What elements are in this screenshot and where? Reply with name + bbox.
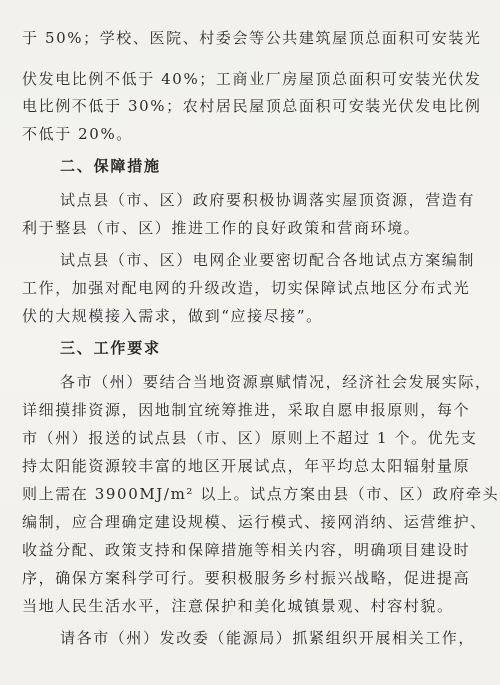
paragraph-line: 请各市（州）发改委（能源局）抓紧组织开展相关工作， bbox=[60, 629, 476, 647]
paragraph-line: 收益分配、政策支持和保障措施等相关内容，明确项目建设时 bbox=[22, 541, 471, 559]
paragraph-line: 市（州）报送的试点县（市、区）原则上不超过 1 个。优先支 bbox=[22, 429, 478, 447]
paragraph-line: 各市（州）要结合当地资源禀赋情况，经济社会发展实际， bbox=[60, 373, 492, 391]
paragraph-line: 伏的大规模接入需求，做到“应接尽接”。 bbox=[22, 307, 323, 325]
paragraph-line: 详细摸排资源，因地制宜统筹推进，采取自愿申报原则，每个 bbox=[22, 401, 471, 419]
paragraph-line: 持太阳能资源较丰富的地区开展试点，年平均总太阳辐射量原 bbox=[22, 457, 471, 475]
body-line: 不低于 20%。 bbox=[22, 125, 133, 143]
paragraph-line: 当地人民生活水平，注意保护和美化城镇景观、村容村貌。 bbox=[22, 597, 454, 615]
paragraph-line: 利于整县（市、区）推进工作的良好政策和营商环境。 bbox=[22, 219, 421, 237]
paragraph-line: 试点县（市、区）电网企业要密切配合各地试点方案编制 bbox=[60, 251, 476, 269]
body-line: 电比例不低于 30%；农村居民屋顶总面积可安装光伏发电比例 bbox=[22, 97, 482, 115]
section-heading: 三、工作要求 bbox=[60, 339, 161, 357]
paragraph-line: 则上需在 3900MJ/m² 以上。试点方案由县（市、区）政府牵头 bbox=[22, 485, 500, 503]
paragraph-line: 编制，应合理确定建设规模、运行模式、接网消纳、运营维护、 bbox=[22, 513, 487, 531]
paragraph-line: 试点县（市、区）政府要积极协调落实屋顶资源，营造有 bbox=[60, 191, 476, 209]
section-heading: 二、保障措施 bbox=[60, 157, 161, 175]
body-line: 伏发电比例不低于 40%；工商业厂房屋顶总面积可安装光伏发 bbox=[22, 70, 482, 88]
paragraph-line: 序，确保方案科学可行。要积极服务乡村振兴战略，促进提高 bbox=[22, 569, 471, 587]
paragraph-line: 工作，加强对配电网的升级改造，切实保障试点地区分布式光 bbox=[22, 279, 471, 297]
body-line: 于 50%；学校、医院、村委会等公共建筑屋顶总面积可安装光 bbox=[22, 29, 482, 47]
